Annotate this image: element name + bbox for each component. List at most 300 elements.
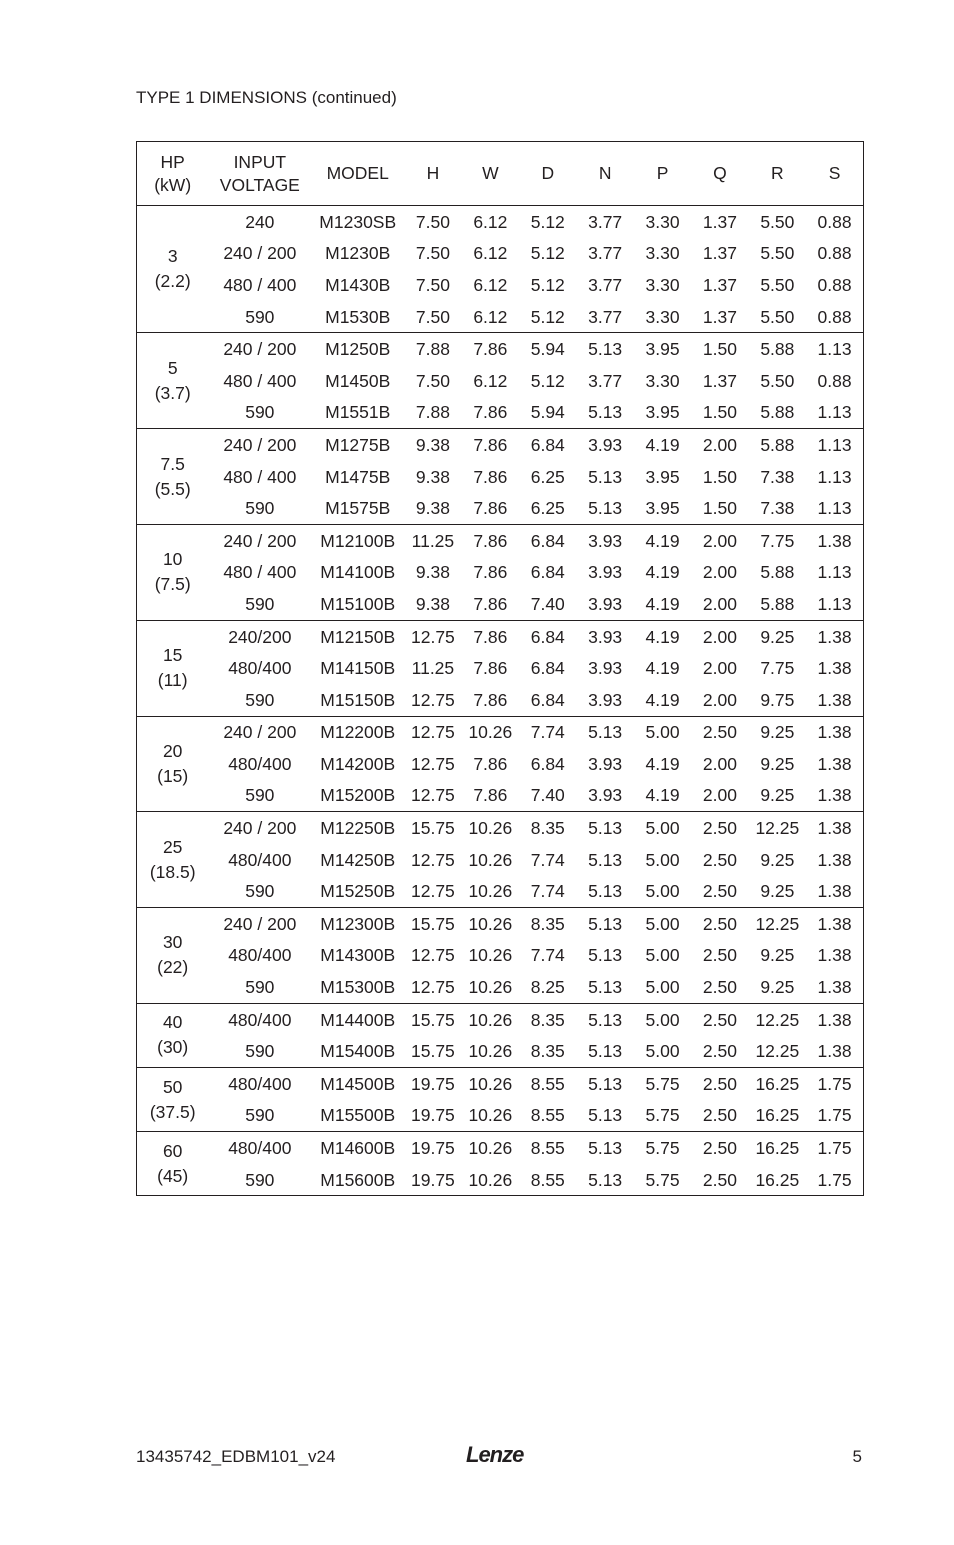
dimension-cell: 9.25 [760, 977, 795, 998]
dimension-cell: 1.38 [817, 1041, 852, 1062]
dimension-cell: 0.88 [817, 370, 852, 391]
voltage-cell: 590 [245, 306, 275, 327]
dimension-cell: 2.00 [702, 753, 737, 774]
dimension-cell: 2.00 [702, 658, 737, 679]
dimension-cell: 12.75 [411, 785, 455, 806]
dimension-cell: 2.50 [702, 1169, 737, 1190]
dimension-cell: 7.86 [473, 339, 508, 360]
dimension-cell: 8.25 [530, 977, 565, 998]
dimension-cell: 6.25 [530, 466, 565, 487]
table-row [137, 684, 864, 716]
kw-value: (11) [157, 670, 188, 691]
hp-cell [137, 206, 209, 333]
dimension-cell: 4.19 [645, 753, 680, 774]
dimension-cell: 5.13 [588, 1138, 623, 1159]
dimension-cell: 2.00 [702, 593, 737, 614]
dimension-cell: 10.26 [468, 881, 513, 902]
dimension-cell: 7.74 [530, 881, 565, 902]
dimension-cell: 10.26 [468, 1041, 513, 1062]
dimension-cell: 3.30 [645, 211, 680, 232]
hp-group [137, 908, 864, 1004]
dimension-cell: 11.25 [411, 658, 455, 679]
dimension-cell: 1.75 [817, 1169, 852, 1190]
column-header: N [598, 163, 612, 183]
dimension-cell: 2.50 [702, 1009, 737, 1030]
model-cell: M12150B [320, 626, 396, 647]
kw-value: (30) [157, 1037, 189, 1058]
model-cell: M14250B [320, 849, 396, 870]
dimension-cell: 1.37 [702, 243, 737, 264]
dimension-cell: 2.50 [702, 722, 737, 743]
dimension-cell: 5.88 [760, 402, 795, 423]
dimension-cell: 3.93 [588, 434, 623, 455]
table-row [137, 1068, 864, 1100]
column-header: HP (kW) [154, 151, 192, 195]
dimension-cell: 5.50 [760, 370, 795, 391]
dimension-cell: 3.77 [588, 274, 623, 295]
dimension-cell: 5.00 [645, 722, 680, 743]
dimension-cell: 5.13 [588, 1105, 623, 1126]
dimension-cell: 9.25 [760, 849, 795, 870]
dimension-cell: 5.50 [760, 306, 795, 327]
dimension-cell: 9.25 [760, 722, 795, 743]
dimension-cell: 1.37 [702, 370, 737, 391]
model-cell: M1530B [325, 306, 391, 327]
model-cell: M14500B [320, 1073, 396, 1094]
dimension-cell: 1.75 [817, 1105, 852, 1126]
dimension-cell: 5.88 [760, 562, 795, 583]
voltage-cell: 590 [245, 977, 275, 998]
dimension-cell: 5.13 [588, 1041, 623, 1062]
hp-group [137, 524, 864, 620]
dimension-cell: 4.19 [645, 434, 680, 455]
dimension-cell: 3.30 [645, 306, 680, 327]
dimension-cell: 7.86 [473, 434, 508, 455]
dimension-cell: 1.38 [817, 530, 852, 551]
dimension-cell: 3.30 [645, 370, 680, 391]
dimension-cell: 1.13 [817, 339, 852, 360]
dimension-cell: 2.00 [702, 689, 737, 710]
dimension-cell: 1.38 [817, 977, 852, 998]
voltage-cell: 240 / 200 [223, 243, 297, 264]
model-cell: M1275B [325, 434, 391, 455]
dimension-cell: 5.50 [760, 243, 795, 264]
dimension-cell: 9.25 [760, 881, 795, 902]
model-cell: M15600B [320, 1169, 396, 1190]
dimension-cell: 5.75 [645, 1169, 680, 1190]
dimension-cell: 7.86 [473, 658, 508, 679]
dimension-cell: 1.38 [817, 945, 852, 966]
hp-cell [137, 812, 209, 908]
dimension-cell: 1.38 [817, 1009, 852, 1030]
model-cell: M1250B [325, 339, 391, 360]
dimension-cell: 6.12 [473, 243, 508, 264]
column-header: INPUT VOLTAGE [219, 151, 300, 195]
dimension-cell: 16.25 [755, 1073, 800, 1094]
table-row [137, 620, 864, 652]
dimension-cell: 5.00 [645, 977, 680, 998]
dimension-cell: 16.25 [755, 1138, 800, 1159]
dimension-cell: 5.13 [588, 722, 623, 743]
lenze-logo: Lenze [466, 1442, 524, 1467]
model-cell: M1450B [325, 370, 391, 391]
dimension-cell: 9.38 [415, 562, 450, 583]
dimension-cell: 9.38 [415, 434, 450, 455]
dimension-cell: 19.75 [411, 1105, 455, 1126]
voltage-cell: 480/400 [228, 753, 292, 774]
table-row [137, 524, 864, 556]
model-cell: M1430B [325, 274, 391, 295]
hp-cell [137, 429, 209, 525]
voltage-cell: 590 [245, 1105, 275, 1126]
voltage-cell: 240 [245, 211, 275, 232]
model-cell: M14200B [320, 753, 396, 774]
dimension-cell: 10.26 [468, 818, 513, 839]
hp-value: 15 [162, 645, 183, 666]
hp-cell [137, 620, 209, 716]
table-row [137, 1003, 864, 1035]
dimension-cell: 7.86 [473, 402, 508, 423]
dimension-cell: 1.38 [817, 818, 852, 839]
dimension-cell: 7.50 [415, 370, 450, 391]
dimension-cell: 5.13 [588, 881, 623, 902]
kw-value: (3.7) [154, 382, 191, 403]
dimension-cell: 0.88 [817, 274, 852, 295]
header-row [137, 142, 864, 206]
dimension-cell: 1.38 [817, 658, 852, 679]
dimension-cell: 7.86 [473, 753, 508, 774]
dimension-cell: 5.88 [760, 434, 795, 455]
voltage-cell: 480/400 [228, 849, 292, 870]
dimension-cell: 5.12 [530, 370, 565, 391]
hp-group [137, 1003, 864, 1067]
dimension-cell: 3.93 [588, 626, 623, 647]
dimension-cell: 16.25 [755, 1169, 800, 1190]
dimension-cell: 3.77 [588, 370, 623, 391]
dimension-cell: 5.94 [530, 402, 565, 423]
dimension-cell: 2.50 [702, 1138, 737, 1159]
dimension-cell: 1.38 [817, 753, 852, 774]
dimension-cell: 2.00 [702, 562, 737, 583]
voltage-cell: 240 / 200 [223, 913, 297, 934]
table-row [137, 940, 864, 972]
dimension-cell: 6.84 [530, 562, 565, 583]
table-row [137, 301, 864, 333]
table-row [137, 908, 864, 940]
dimension-cell: 2.00 [702, 626, 737, 647]
dimension-cell: 1.13 [817, 434, 852, 455]
table-row [137, 1164, 864, 1196]
voltage-cell: 240 / 200 [223, 339, 297, 360]
dimension-cell: 7.86 [473, 562, 508, 583]
dimension-cell: 0.88 [817, 211, 852, 232]
dimension-cell: 5.13 [588, 498, 623, 519]
voltage-cell: 590 [245, 689, 275, 710]
model-cell: M12250B [320, 818, 396, 839]
hp-cell [137, 1068, 209, 1132]
dimension-cell: 7.86 [473, 466, 508, 487]
dimension-cell: 7.86 [473, 593, 508, 614]
table-row [137, 397, 864, 429]
hp-group [137, 1068, 864, 1132]
dimension-cell: 2.50 [702, 945, 737, 966]
dimension-cell: 1.50 [702, 466, 737, 487]
dimension-cell: 5.50 [760, 211, 795, 232]
kw-value: (2.2) [154, 271, 191, 292]
dimension-cell: 3.30 [645, 243, 680, 264]
hp-group [137, 812, 864, 908]
kw-value: (45) [157, 1165, 189, 1186]
document-id: 13435742_EDBM101_v24 [136, 1447, 336, 1466]
voltage-cell: 480 / 400 [223, 466, 297, 487]
voltage-cell: 240 / 200 [223, 434, 297, 455]
hp-cell [137, 908, 209, 1004]
dimension-cell: 4.19 [645, 626, 680, 647]
voltage-cell: 240 / 200 [223, 722, 297, 743]
dimension-cell: 3.93 [588, 753, 623, 774]
dimension-cell: 15.75 [411, 913, 455, 934]
dimension-cell: 5.13 [588, 913, 623, 934]
dimension-cell: 7.50 [415, 211, 450, 232]
dimension-cell: 19.75 [411, 1138, 455, 1159]
model-cell: M15400B [320, 1041, 396, 1062]
model-cell: M1230SB [319, 211, 397, 232]
dimension-cell: 1.38 [817, 689, 852, 710]
table-row [137, 588, 864, 620]
dimension-cell: 5.13 [588, 945, 623, 966]
kw-value: (22) [157, 957, 189, 978]
dimension-cell: 9.38 [415, 593, 450, 614]
dimension-cell: 1.13 [817, 593, 852, 614]
model-cell: M1551B [325, 402, 391, 423]
model-cell: M12100B [320, 530, 396, 551]
dimension-cell: 2.50 [702, 881, 737, 902]
dimension-cell: 1.38 [817, 913, 852, 934]
dimension-cell: 1.38 [817, 785, 852, 806]
hp-group [137, 716, 864, 812]
column-header: S [828, 163, 841, 183]
dimension-cell: 11.25 [411, 530, 455, 551]
table-row [137, 652, 864, 684]
dimension-cell: 3.95 [645, 466, 680, 487]
dimension-cell: 0.88 [817, 243, 852, 264]
dimension-cell: 8.35 [530, 818, 565, 839]
dimension-cell: 7.86 [473, 785, 508, 806]
dimension-cell: 5.12 [530, 243, 565, 264]
voltage-cell: 480/400 [228, 1138, 292, 1159]
dimension-cell: 10.26 [468, 977, 513, 998]
dimension-cell: 5.13 [588, 339, 623, 360]
dimension-cell: 1.37 [702, 211, 737, 232]
kw-value: (37.5) [149, 1101, 196, 1122]
dimension-cell: 6.84 [530, 530, 565, 551]
voltage-cell: 240 / 200 [223, 818, 297, 839]
kw-value: (7.5) [154, 574, 191, 595]
table-row [137, 365, 864, 397]
model-cell: M15250B [320, 881, 396, 902]
dimension-cell: 5.13 [588, 1009, 623, 1030]
dimension-cell: 9.25 [760, 753, 795, 774]
table-row [137, 238, 864, 270]
voltage-cell: 590 [245, 402, 275, 423]
dimension-cell: 2.00 [702, 434, 737, 455]
dimension-cell: 10.26 [468, 945, 513, 966]
dimension-cell: 5.13 [588, 818, 623, 839]
dimension-cell: 5.13 [588, 1169, 623, 1190]
dimension-cell: 5.13 [588, 402, 623, 423]
dimension-cell: 1.38 [817, 881, 852, 902]
dimension-cell: 7.75 [760, 530, 795, 551]
dimension-cell: 5.50 [760, 274, 795, 295]
dimension-cell: 9.25 [760, 626, 795, 647]
dimension-cell: 5.12 [530, 211, 565, 232]
model-cell: M1475B [325, 466, 391, 487]
dimension-cell: 7.40 [530, 785, 565, 806]
dimension-cell: 3.95 [645, 339, 680, 360]
model-cell: M14300B [320, 945, 396, 966]
dimension-cell: 10.26 [468, 1138, 513, 1159]
dimension-cell: 3.77 [588, 306, 623, 327]
model-cell: M14600B [320, 1138, 396, 1159]
dimension-cell: 5.94 [530, 339, 565, 360]
page-number: 5 [852, 1447, 862, 1466]
dimension-cell: 3.93 [588, 689, 623, 710]
model-cell: M15100B [320, 593, 396, 614]
dimension-cell: 1.50 [702, 339, 737, 360]
dimension-cell: 5.75 [645, 1105, 680, 1126]
dimension-cell: 5.00 [645, 1009, 680, 1030]
dimension-cell: 1.13 [817, 562, 852, 583]
voltage-cell: 480/400 [228, 658, 292, 679]
hp-value: 60 [162, 1140, 183, 1161]
dimension-cell: 2.50 [702, 818, 737, 839]
hp-cell [137, 524, 209, 620]
hp-group [137, 333, 864, 429]
table-row [137, 461, 864, 493]
dimension-cell: 10.26 [468, 849, 513, 870]
dimension-cell: 3.95 [645, 498, 680, 519]
dimension-cell: 7.38 [760, 498, 795, 519]
dimension-cell: 3.93 [588, 593, 623, 614]
dimension-cell: 2.50 [702, 849, 737, 870]
dimension-cell: 4.19 [645, 530, 680, 551]
hp-value: 50 [162, 1076, 183, 1097]
dimension-cell: 6.25 [530, 498, 565, 519]
hp-value: 30 [162, 932, 183, 953]
table-row [137, 269, 864, 301]
hp-cell [137, 716, 209, 812]
dimension-cell: 7.86 [473, 626, 508, 647]
dimension-cell: 8.35 [530, 1041, 565, 1062]
dimension-cell: 6.84 [530, 753, 565, 774]
column-header: Q [713, 163, 727, 183]
dimension-cell: 5.13 [588, 977, 623, 998]
dimension-cell: 1.37 [702, 306, 737, 327]
dimension-cell: 6.84 [530, 434, 565, 455]
dimension-cell: 4.19 [645, 562, 680, 583]
dimension-cell: 5.00 [645, 818, 680, 839]
hp-cell [137, 333, 209, 429]
dimension-cell: 3.95 [645, 402, 680, 423]
column-header: P [656, 163, 669, 183]
dimension-cell: 6.84 [530, 689, 565, 710]
dimension-cell: 2.50 [702, 913, 737, 934]
dimension-cell: 1.75 [817, 1073, 852, 1094]
dimension-cell: 9.75 [760, 689, 795, 710]
model-cell: M14150B [320, 658, 396, 679]
dimension-cell: 19.75 [411, 1073, 455, 1094]
voltage-cell: 590 [245, 785, 275, 806]
dimension-cell: 9.25 [760, 785, 795, 806]
dimension-cell: 5.00 [645, 849, 680, 870]
dimension-cell: 4.19 [645, 658, 680, 679]
dimension-cell: 12.75 [411, 881, 455, 902]
model-cell: M1230B [325, 243, 391, 264]
model-cell: M14100B [320, 562, 396, 583]
dimension-cell: 10.26 [468, 1073, 513, 1094]
dimension-cell: 5.00 [645, 913, 680, 934]
kw-value: (15) [157, 765, 189, 786]
dimension-cell: 1.13 [817, 402, 852, 423]
voltage-cell: 590 [245, 1041, 275, 1062]
dimension-cell: 5.88 [760, 593, 795, 614]
dimension-cell: 7.50 [415, 306, 450, 327]
dimension-cell: 12.25 [755, 1009, 800, 1030]
voltage-cell: 590 [245, 881, 275, 902]
dimension-cell: 6.12 [473, 274, 508, 295]
dimension-cell: 3.30 [645, 274, 680, 295]
dimension-cell: 2.50 [702, 1105, 737, 1126]
dimension-cell: 3.77 [588, 211, 623, 232]
dimension-cell: 4.19 [645, 689, 680, 710]
dimension-cell: 7.50 [415, 243, 450, 264]
dimension-cell: 8.55 [530, 1073, 565, 1094]
hp-group [137, 1132, 864, 1196]
dimension-cell: 4.19 [645, 593, 680, 614]
dimension-cell: 2.00 [702, 785, 737, 806]
dimension-cell: 6.12 [473, 306, 508, 327]
model-cell: M14400B [320, 1009, 396, 1030]
column-header: MODEL [326, 163, 389, 183]
dimension-cell: 6.12 [473, 211, 508, 232]
column-header: H [426, 163, 440, 183]
voltage-cell: 480/400 [228, 1073, 292, 1094]
voltage-cell: 240/200 [228, 626, 292, 647]
dimension-cell: 5.12 [530, 306, 565, 327]
dimension-cell: 5.75 [645, 1073, 680, 1094]
column-header: W [482, 163, 499, 183]
table-row [137, 557, 864, 589]
dimension-cell: 4.19 [645, 785, 680, 806]
table-row [137, 492, 864, 524]
hp-value: 25 [162, 836, 183, 857]
dimension-cell: 5.13 [588, 849, 623, 870]
voltage-cell: 590 [245, 1169, 275, 1190]
model-cell: M15150B [320, 689, 396, 710]
voltage-cell: 480/400 [228, 1009, 292, 1030]
dimension-cell: 12.75 [411, 689, 455, 710]
dimension-cell: 10.26 [468, 1105, 513, 1126]
dimension-cell: 15.75 [411, 818, 455, 839]
dimension-cell: 8.55 [530, 1169, 565, 1190]
voltage-cell: 480 / 400 [223, 274, 297, 295]
model-cell: M15300B [320, 977, 396, 998]
dimension-cell: 6.12 [473, 370, 508, 391]
hp-cell [137, 1132, 209, 1196]
dimension-cell: 8.55 [530, 1105, 565, 1126]
dimension-cell: 7.86 [473, 498, 508, 519]
dimension-cell: 12.75 [411, 722, 455, 743]
